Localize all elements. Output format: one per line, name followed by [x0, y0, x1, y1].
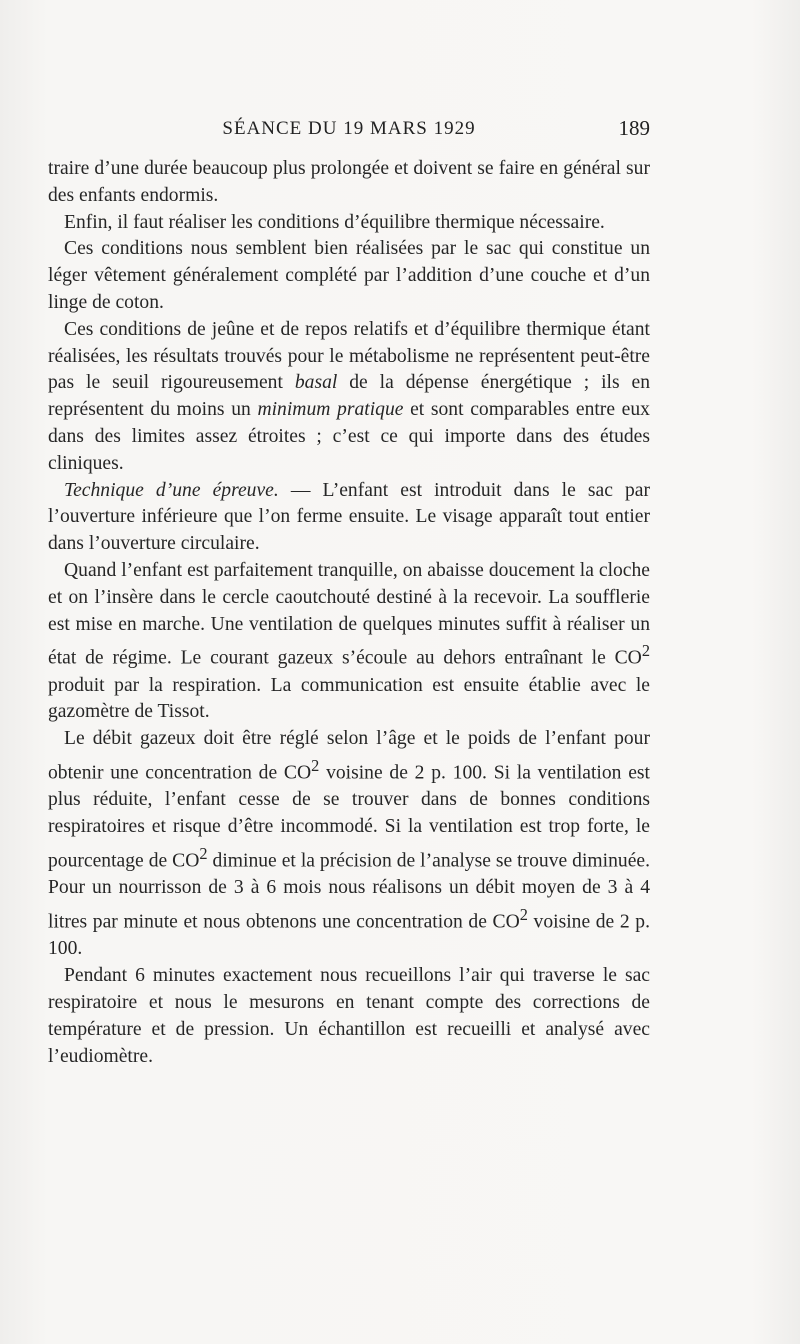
paragraph-text: Ces conditions nous semblent bien réalisées par le sac qui constitue un léger vêtement généralement complété par l’addition d’une couche et d’un linge de coton. — [48, 238, 650, 313]
paragraph-text: voisine de 2 p. 100. Si la ventilation est plus réduite, l’enfant cesse de se trouver dans de bonnes conditions respiratoires et risque d’être incommodé. Si la ventilation est trop forte, le pourcentage de CO — [48, 762, 650, 872]
paragraph — [48, 156, 650, 210]
paragraph-text: — L’enfant est introduit dans le sac par l’ouverture inférieure que l’on ferme ensuite. Le visage apparaît tout entier dans l’ouverture circulaire. — [48, 479, 651, 555]
superscript: 2 — [519, 905, 528, 925]
paragraph — [48, 478, 650, 558]
paragraph-text: produit par la respiration. La communication est ensuite établie avec le gazomètre de Tissot. — [48, 674, 650, 723]
paragraph-text: de la dépense énergétique ; ils en représentent du moins un — [48, 372, 650, 421]
paragraph — [48, 210, 650, 237]
paragraph-text: diminue et la précision de l’analyse se trouve diminuée. Pour un nourrisson de 3 à 6 mois nous réalisons un débit moyen de 3 à 4 litres par minute et nous obtenons une concentration de CO — [48, 850, 650, 933]
superscript: 2 — [311, 756, 320, 776]
paragraph-text: traire d’une durée beaucoup plus prolongée et doivent se faire en général sur des enfants endormis. — [48, 158, 650, 206]
paragraph — [48, 726, 650, 963]
paragraph — [48, 558, 650, 726]
running-title: SÉANCE DU 19 MARS 1929 — [222, 118, 476, 139]
superscript: 2 — [199, 843, 208, 863]
paragraph — [48, 317, 650, 478]
body-text — [48, 156, 650, 1070]
paragraph-text: Quand l’enfant est parfaitement tranquille, on abaisse doucement la cloche et on l’insère dans le cercle caoutchouté destiné à la recevoir. La soufflerie est mise en marche. Une ventilation de quelques minutes suffit à réaliser un état de régime. Le courant gazeux s’écoule au dehors entraînant le CO — [48, 559, 650, 669]
running-header — [48, 114, 650, 146]
paragraph-text: Enfin, il faut réaliser les conditions d’équilibre thermique nécessaire. — [64, 211, 605, 233]
paragraph-text: Le débit gazeux doit être réglé selon l’âge et le poids de l’enfant pour obtenir une concentration de CO — [48, 728, 650, 784]
page-number: 189 — [618, 116, 650, 140]
italic-term: basal — [294, 372, 338, 394]
paragraph-text: voisine de 2 p. 100. — [48, 911, 650, 960]
paragraph-text: et sont comparables entre eux dans des limites assez étroites ; c’est ce qui importe dans des études cliniques. — [48, 399, 650, 474]
paragraph — [48, 963, 650, 1070]
paragraph-text: Ces conditions de jeûne et de repos relatifs et d’équilibre thermique étant réalisées, les résultats trouvés pour le métabolisme ne représentent peut-être pas le seuil rigoureusement — [48, 318, 650, 394]
italic-term: minimum pratique — [257, 399, 404, 421]
paragraph — [48, 236, 650, 316]
section-heading-inline: Technique d’une épreuve. — [64, 479, 279, 501]
paragraph-text: Pendant 6 minutes exactement nous recueillons l’air qui traverse le sac respiratoire et nous le mesurons en tenant compte des corrections de température et de pression. Un échantillon est recueilli et analysé avec l’eudiomètre. — [48, 965, 650, 1067]
superscript: 2 — [641, 641, 650, 661]
